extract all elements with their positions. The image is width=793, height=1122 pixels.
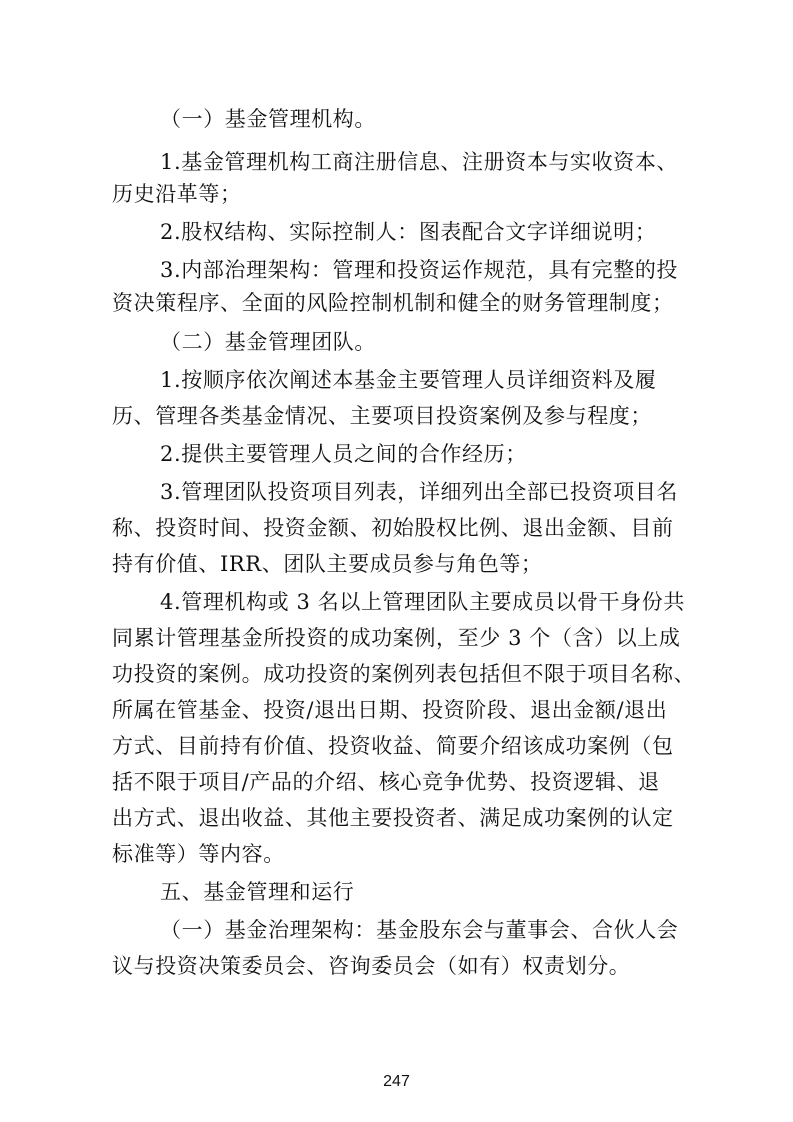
paragraph-line: 出方式、退出收益、其他主要投资者、满足成功案例的认定 [112,806,674,830]
paragraph-line: 历史沿革等； [112,182,242,206]
heading-fund-management-team: （二）基金管理团队。 [160,330,376,354]
paragraph-line: 议与投资决策委员会、咨询委员会（如有）权责划分。 [112,954,631,978]
page-number: 247 [383,1073,410,1090]
heading-fund-management-institution: （一）基金管理机构。 [160,107,376,131]
paragraph-line: 3.管理团队投资项目列表，详细列出全部已投资项目名 [160,480,679,504]
paragraph-line: 方式、目前持有价值、投资收益、简要介绍该成功案例（包 [112,734,674,758]
heading-fund-management-operation: 五、基金管理和运行 [160,880,355,904]
paragraph-line: 资决策程序、全面的风险控制机制和健全的财务管理制度； [112,291,674,315]
paragraph-line: 同累计管理基金所投资的成功案例，至少 3 个（含）以上成 [112,626,681,650]
paragraph-line: （一）基金治理架构：基金股东会与董事会、合伙人会 [160,918,679,942]
paragraph-line: 1.基金管理机构工商注册信息、注册资本与实收资本、 [160,150,679,174]
paragraph-line: 2.提供主要管理人员之间的合作经历； [160,442,527,466]
paragraph-line: 2.股权结构、实际控制人：图表配合文字详细说明； [160,220,657,244]
paragraph-line: 所属在管基金、投资/退出日期、投资阶段、退出金额/退出 [112,698,668,722]
paragraph-line: 称、投资时间、投资金额、初始股权比例、退出金额、目前 [112,516,674,540]
paragraph-line: 持有价值、IRR、团队主要成员参与角色等； [112,552,543,576]
paragraph-line: 括不限于项目/产品的介绍、核心竞争优势、投资逻辑、退 [112,770,660,794]
paragraph-line: 功投资的案例。成功投资的案例列表包括但不限于项目名称、 [112,662,696,686]
paragraph-line: 4.管理机构或 3 名以上管理团队主要成员以骨干身份共 [160,590,685,614]
paragraph-line: 1.按顺序依次阐述本基金主要管理人员详细资料及履 [160,368,657,392]
paragraph-line: 历、管理各类基金情况、主要项目投资案例及参与程度； [112,404,652,428]
paragraph-line: 标准等）等内容。 [112,842,285,866]
paragraph-line: 3.内部治理架构：管理和投资运作规范，具有完整的投 [160,258,679,282]
